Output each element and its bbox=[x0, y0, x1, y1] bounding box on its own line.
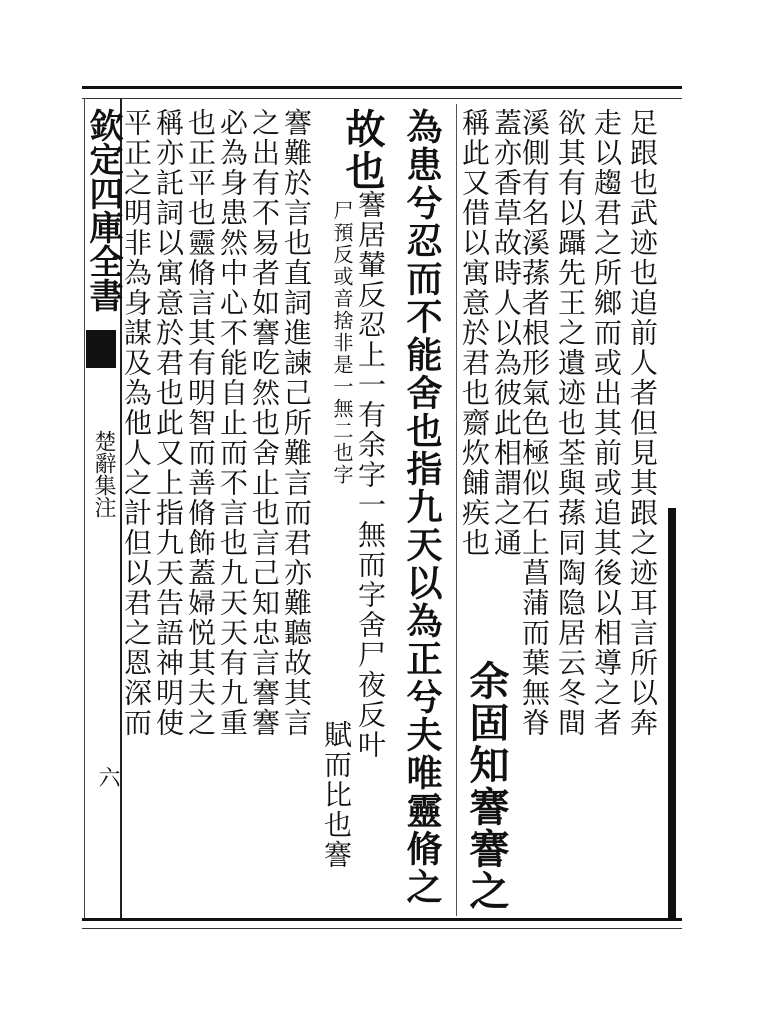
text-column-5: 蓋亦香草故時人以為彼此相謂之通 bbox=[490, 108, 523, 558]
text-column-16: 也正平也靈脩言其有明智而善脩飾蓋婦悦其夫之 bbox=[184, 108, 217, 738]
text-column-10: 謇居輦反忍上一有余字一無而字舍尸夜反叶 bbox=[354, 190, 387, 760]
collection-title: 欽定四庫全書 bbox=[83, 108, 123, 312]
text-column-8: 為患兮忍而不能舍也指九天以為正兮夫唯靈脩之 bbox=[401, 108, 443, 906]
text-column-14: 之出有不易者如謇吃然也舍止也言己知忠言謇謇 bbox=[248, 108, 281, 738]
right-edge-shadow bbox=[668, 508, 676, 918]
text-column-6: 稱此又借以寓意於君也齌炊餔疾也 bbox=[458, 108, 491, 558]
top-border bbox=[82, 86, 682, 89]
text-column-4: 溪側有名溪蓀者根形氣色極似石上菖蒲而葉無脊 bbox=[518, 108, 551, 738]
fish-tail-mark bbox=[86, 330, 116, 368]
text-column-1: 足跟也武迹也追前人者但見其跟之迹耳言所以奔 bbox=[626, 108, 659, 738]
text-column-11: 尸預反或音捨非是一無二也字 bbox=[330, 200, 354, 486]
bottom-border-inner bbox=[82, 928, 682, 929]
text-column-7: 余固知謇謇之 bbox=[463, 660, 510, 912]
text-column-17: 稱亦託詞以寓意於君也此又上指九天告語神明使 bbox=[152, 108, 185, 738]
text-column-12: 賦而比也謇 bbox=[320, 720, 353, 870]
text-column-13: 謇難於言也直詞進諫己所難言而君亦難聽故其言 bbox=[280, 108, 313, 738]
text-column-9: 故也 bbox=[339, 108, 386, 192]
page-number: 六 bbox=[95, 766, 120, 788]
top-border-inner bbox=[82, 98, 682, 99]
text-column-15: 必為身患然中心不能自止而不言也九天天有九重 bbox=[216, 108, 249, 738]
text-column-2: 走以趨君之所鄉而或出其前或追其後以相導之者 bbox=[590, 108, 623, 738]
text-column-3: 欲其有以躡先王之遺迹也荃與蓀同陶隐居云冬間 bbox=[554, 108, 587, 738]
text-column-18: 平正之明非為身謀及為他人之計但以君之恩深而 bbox=[120, 108, 153, 738]
center-rule bbox=[456, 104, 457, 916]
book-title: 楚辭集注 bbox=[91, 430, 116, 518]
bottom-border bbox=[82, 918, 682, 921]
